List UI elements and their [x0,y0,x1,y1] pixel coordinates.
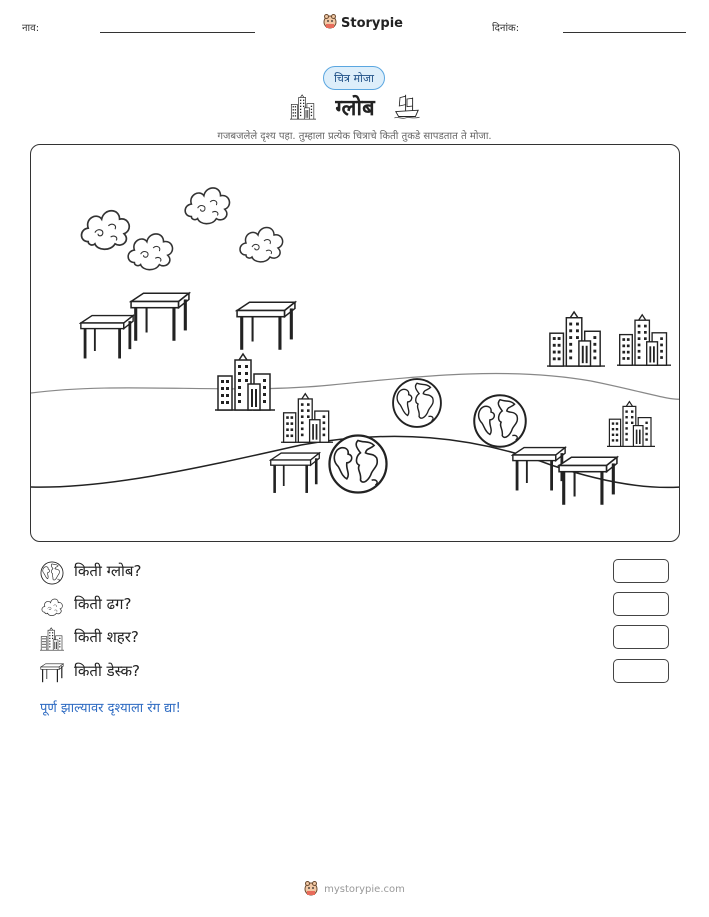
desk-icon [237,302,295,350]
storypie-logo-icon [304,880,318,899]
city-icon [281,394,333,443]
ship-icon [393,92,421,120]
question-text: किती ग्लोब? [74,562,142,580]
cloud-icon [128,234,172,270]
question-row-globe [40,559,670,587]
question-text: किती ढग? [74,595,132,613]
question-row-desk [40,659,670,687]
activity-badge: चित्र मोजा [323,66,385,90]
desk-icon [271,453,320,493]
globe-icon [329,435,386,492]
question-text: किती शहर? [74,628,139,646]
city-icon [40,627,64,651]
coloring-note: पूर्ण झाल्यावर दृश्याला रंग द्या! [40,701,181,716]
globe-icon [393,379,441,427]
name-field[interactable] [100,32,255,33]
city-icon [289,94,317,120]
question-text: किती डेस्क? [74,662,140,680]
name-label: नाव: [22,23,40,34]
desk-icon [40,661,64,685]
city-icon [547,312,605,366]
desk-icon [131,293,189,341]
question-row-cloud [40,592,670,620]
city-icon [617,315,671,365]
city-icon [215,354,275,410]
page-title: ग्लोब [335,96,375,121]
answer-box-globe[interactable] [613,559,669,583]
cloud-icon [40,594,64,618]
instructions: गजबजलेले दृश्य पहा. तुम्हाला प्रत्येक चित्राचे किती तुकडे सापडतात ते मोजा. [217,131,492,142]
globe-icon [40,561,64,585]
brand-logo [323,13,403,33]
hill-line-upper [31,373,680,399]
footer [0,880,709,899]
city-icon [607,402,655,447]
desk-icon [81,316,133,359]
counting-scene [30,144,680,542]
cloud-icon [240,228,283,262]
storypie-logo-icon [323,13,337,33]
question-row-city [40,625,670,653]
brand-name: Storypie [341,15,403,31]
footer-url[interactable]: mystorypie.com [324,884,405,895]
answer-box-city[interactable] [613,625,669,649]
desk-icon [513,448,565,491]
cloud-icon [81,211,129,250]
answer-box-desk[interactable] [613,659,669,683]
globe-icon [474,395,526,447]
date-field[interactable] [563,32,686,33]
date-label: दिनांक: [492,23,520,34]
answer-box-cloud[interactable] [613,592,669,616]
cloud-icon [185,188,229,224]
